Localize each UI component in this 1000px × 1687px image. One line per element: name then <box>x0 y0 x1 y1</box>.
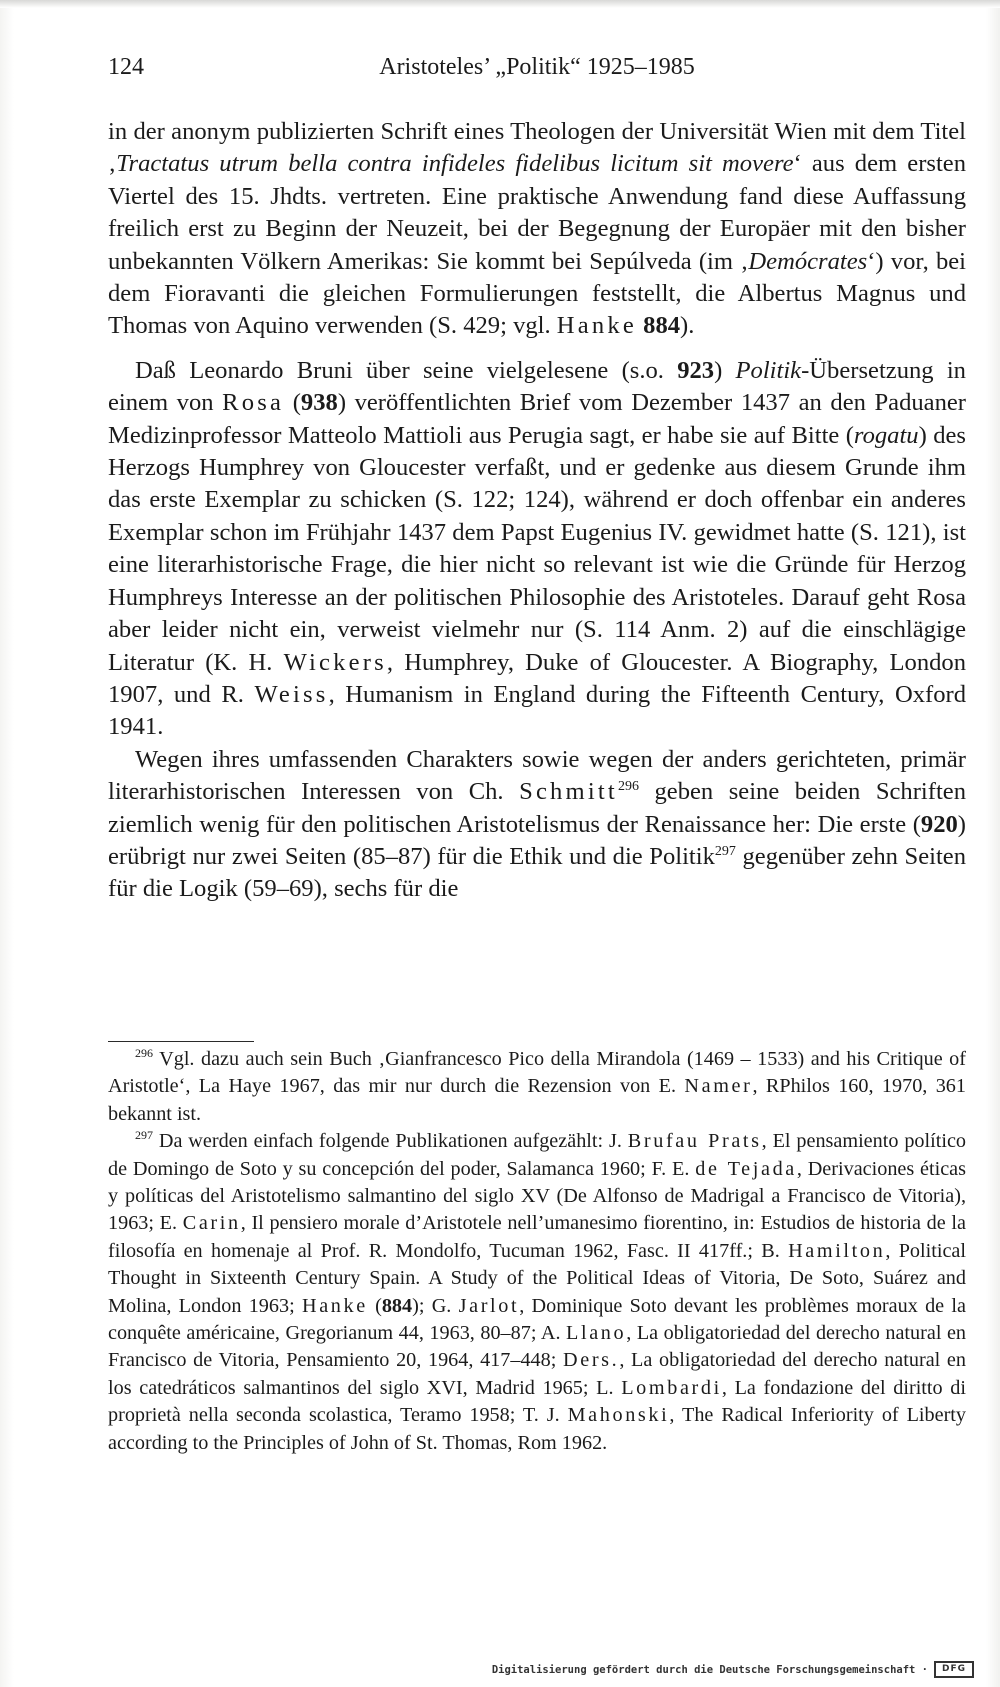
text-run: ( <box>284 389 301 417</box>
text-run: in der anonym publizierten Schrift eines Theologen der Universität Wien mit dem Titel ‚ <box>108 118 966 178</box>
footnotes <box>108 1046 966 1457</box>
author-name: Hanke <box>556 312 637 340</box>
text-run: ( <box>367 1294 382 1317</box>
author-name: de Tejada <box>695 1157 797 1180</box>
paragraph-3 <box>108 744 966 906</box>
text-run: , La obligatoriedad del derecho natural en los catedráticos salmantinos del siglo XVI, Madrid 1965; L. <box>108 1349 966 1399</box>
text-run: , RPhilos 160, 1970, 361 bekannt ist. <box>108 1075 966 1125</box>
text-run: , Political Thought in Sixteenth Century Spain. A Study of the Political Ideas of Vitoria, De Soto, Suárez and Molina, London 1963; <box>108 1239 966 1317</box>
page-edge-shadow <box>0 0 1000 8</box>
text-run: ) erübrigt nur zwei Seiten (85–87) für die Ethik und die Politik <box>108 810 966 870</box>
reference-number: 923 <box>677 356 715 384</box>
digitization-notice: Digitalisierung gefördert durch die Deutsche Forschungsgemeinschaft · <box>491 1664 928 1676</box>
text-run: , El pensamiento político de Domingo de Soto y su concepción del poder, Salamanca 1960; F. E. <box>108 1130 966 1180</box>
running-head: Aristoteles’ „Politik“ 1925–1985 <box>379 54 695 80</box>
main-text <box>108 116 966 906</box>
text-run: , The Radical Inferiority of Liberty according to the Principles of John of St. Thomas, Rom 1962. <box>108 1404 967 1454</box>
author-name: Schmitt <box>519 778 618 806</box>
author-name: Namer <box>684 1075 753 1098</box>
text-run: ). <box>680 312 695 340</box>
text-run: , Humanism in England during the Fifteenth Century, Oxford 1941. <box>108 680 966 741</box>
text-run: , La fondazione del diritto di proprietà nella seconda scolastica, Teramo 1958; T. J. <box>108 1376 966 1427</box>
title-italic: Demócrates <box>748 247 868 275</box>
footnote-number: 296 <box>135 1046 153 1060</box>
reference-number: 884 <box>643 312 681 340</box>
author-name: Mahonski <box>567 1404 670 1427</box>
text-run: , Il pensiero morale d’Aristotele nell’umanesimo fiorentino, in: Estudios de historia de la filosofía en homenaje al Prof. R. Mondolfo, Tucuman 1962, Fasc. II 417ff.; B. <box>108 1212 966 1262</box>
paragraph-2 <box>108 355 966 744</box>
author-name: Jarlot <box>458 1294 520 1317</box>
text-run: Wegen ihres umfassenden Charakters sowie wegen der anders gerichteten, primär literarhistorischen Interessen von Ch. <box>108 745 966 806</box>
text-run: ) <box>714 356 736 384</box>
author-name: Carin <box>182 1212 241 1235</box>
author-name: Llano <box>566 1322 627 1345</box>
author-name: Lombardi <box>621 1376 722 1399</box>
text-run: , La obligatoriedad del derecho natural en Francisco de Vitoria, Pensamiento 20, 1964, 417–448; <box>108 1322 967 1372</box>
footnote-ref-297[interactable]: 297 <box>714 843 736 859</box>
footnote-ref-296[interactable]: 296 <box>617 779 639 795</box>
text-run: Vgl. dazu auch sein Buch ‚Gianfrancesco Pico della Mirandola (1469 – 1533) and his Critique of Aristotle‘, La Haye 1967, das mir nur durch die Rezension von E. <box>108 1048 966 1098</box>
reference-number: 884 <box>381 1294 413 1317</box>
reference-number: 920 <box>920 810 958 838</box>
author-name: Weiss <box>254 680 329 708</box>
text-run: geben seine beiden Schriften ziemlich wenig für den politischen Aristotelismus der Renaissance her: Die erste ( <box>108 778 966 838</box>
title-italic: Tractatus utrum bella contra infideles fidelibus licitum sit movere <box>116 150 794 178</box>
author-name: Hamilton <box>788 1239 886 1262</box>
author-name: Wickers <box>283 648 387 676</box>
text-run: Daß Leonardo Bruni über seine vielgelesene (s.o. <box>135 356 678 384</box>
footnote-number: 297 <box>135 1128 153 1143</box>
text-run: gegenüber zehn Seiten für die Logik (59–69), sechs für die <box>108 842 966 903</box>
title-italic: Politik <box>735 356 802 384</box>
author-name: Ders. <box>563 1349 620 1372</box>
text-run: ) veröffentlichten Brief vom Dezember 1437 an den Paduaner Medizinprofessor Matteolo Mattioli aus Perugia sagt, er habe sie auf Bitte ( <box>108 389 966 449</box>
page-number: 124 <box>108 54 144 80</box>
text-run: Da werden einfach folgende Publikationen aufgezählt: J. <box>153 1130 628 1153</box>
text-run: , Humphrey, Duke of Gloucester. A Biography, London 1907, und R. <box>108 648 967 708</box>
text-run: -Übersetzung in einem von <box>108 356 966 417</box>
paragraph-1 <box>108 116 966 343</box>
footnote-296 <box>108 1046 966 1128</box>
dfg-logo: DFG <box>934 1661 974 1678</box>
text-run: ‘ aus dem ersten Viertel des 15. Jhdts. vertreten. Eine praktische Anwendung fand diese Auffassung freilich erst zu Beginn der Neuzeit, bei der Begegnung der Europäer mit den bisher unbekannten Völkern Amerikas: Sie kommt bei Sepúlveda (im ‚ <box>108 150 966 275</box>
text-run: , Derivaciones éticas y políticas del Aristotelismo salmantino del siglo XV (De Alfonso de Madrigal a Francisco de Vitoria), 1963; E. <box>108 1157 966 1235</box>
text-run: ) des Herzogs Humphrey von Gloucester verfaßt, und er gedenke aus diesem Grunde ihm das erste Exemplar zu schicken (S. 122; 124), während er doch offenbar ein anderes Exemplar schon im Frühjahr 1437 dem Papst Eugenius IV. gewidmet hatte (S. 121), ist eine literarhistorische Frage, die hier nicht so relevant ist wie die Gründe für Herzog Humphreys Interesse an der politischen Philosophie des Aristoteles. Darauf geht Rosa aber leider nicht ein, verweist vielmehr nur (S. 114 Anm. 2) auf die einschlägige Literatur (K. H. <box>108 421 966 676</box>
reference-number: 938 <box>300 389 338 417</box>
text-run: ); G. <box>412 1294 459 1317</box>
author-name: Brufau Prats <box>627 1130 762 1153</box>
footnote-divider <box>108 1041 254 1042</box>
text-run: , Dominique Soto devant les problèmes moraux de la conquête américaine, Gregorianum 44, 1963, 80–87; A. <box>108 1294 966 1345</box>
latin-term: rogatu <box>853 421 919 449</box>
text-run: ‘) vor, bei dem Fioravanti die gleichen Formulierungen feststellt, die Albertus Magnus und Thomas von Aquino verwenden (S. 429; vgl. <box>108 247 966 340</box>
page-header <box>108 54 966 88</box>
author-name: Rosa <box>222 389 285 417</box>
author-name: Hanke <box>301 1294 368 1317</box>
footnote-297 <box>108 1128 966 1457</box>
